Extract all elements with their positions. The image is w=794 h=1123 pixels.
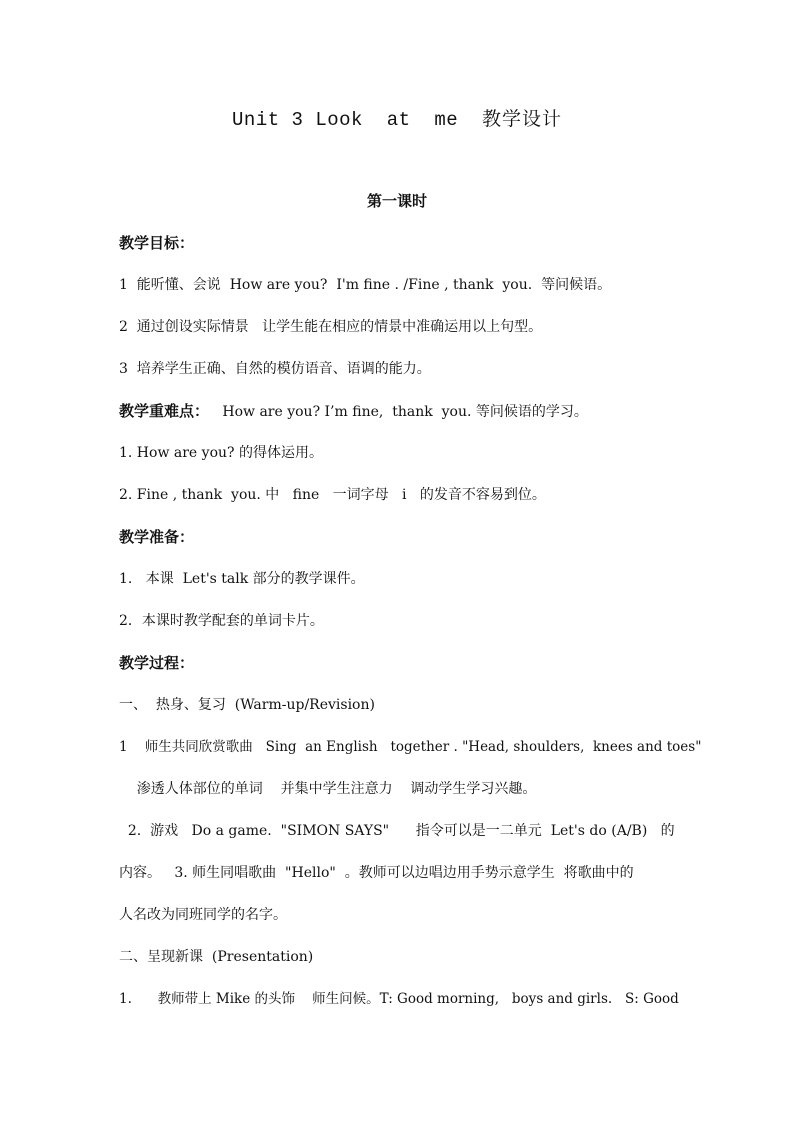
preparation-item-1: 1. 本课 Let's talk 部分的教学课件。 <box>119 571 365 587</box>
key-point-item-1: 1. How are you? 的得体运用。 <box>119 445 323 461</box>
warmup-line-4: 内容。 3. 师生同唱歌曲 "Hello" 。教师可以边唱边用手势示意学生 将歌曲中的 <box>119 865 634 881</box>
title-english: Unit 3 Look at me <box>232 109 471 131</box>
objective-item-1: 1 能听懂、会说 How are you? I'm fine . /Fine , thank you. 等问候语。 <box>119 277 612 293</box>
preparation-item-2: 2．本课时教学配套的单词卡片。 <box>119 613 324 629</box>
section-warmup-heading: 一、 热身、复习 (Warm-up/Revision) <box>119 697 375 713</box>
objective-item-3: 3 培养学生正确、自然的模仿语音、语调的能力。 <box>119 361 431 377</box>
objective-item-2: 2 通过创设实际情景 让学生能在相应的情景中准确运用以上句型。 <box>119 319 543 335</box>
warmup-line-3: 2. 游戏 Do a game. "SIMON SAYS" 指令可以是一二单元 Let's do (A/B) 的 <box>119 823 675 839</box>
objectives-heading: 教学目标： <box>119 234 195 252</box>
warmup-line-2: 渗透人体部位的单词 并集中学生注意力 调动学生学习兴趣。 <box>119 781 537 797</box>
lesson-subtitle: 第一课时 <box>366 192 427 210</box>
process-heading: 教学过程： <box>119 654 195 672</box>
section-presentation-heading: 二、呈现新课 (Presentation) <box>119 949 314 965</box>
key-points-row <box>119 401 588 422</box>
key-points-text: How are you? I’m fine, thank you. 等问候语的学习。 <box>209 404 588 420</box>
title-chinese: 教学设计 <box>481 108 562 130</box>
preparation-heading: 教学准备： <box>119 528 195 546</box>
presentation-line-1: 1. 教师带上 Mike 的头饰 师生问候。T: Good morning, boys and girls. S: Good <box>119 991 679 1007</box>
warmup-line-1: 1 师生共同欣赏歌曲 Sing an English together . "Head, shoulders, knees and toes" <box>119 739 702 755</box>
document-title <box>0 104 794 131</box>
key-point-item-2: 2. Fine , thank you. 中 fine 一词字母 i 的发音不容易到位。 <box>119 487 546 503</box>
warmup-line-5: 人名改为同班同学的名字。 <box>119 907 287 923</box>
key-points-heading: 教学重难点： <box>119 402 210 420</box>
